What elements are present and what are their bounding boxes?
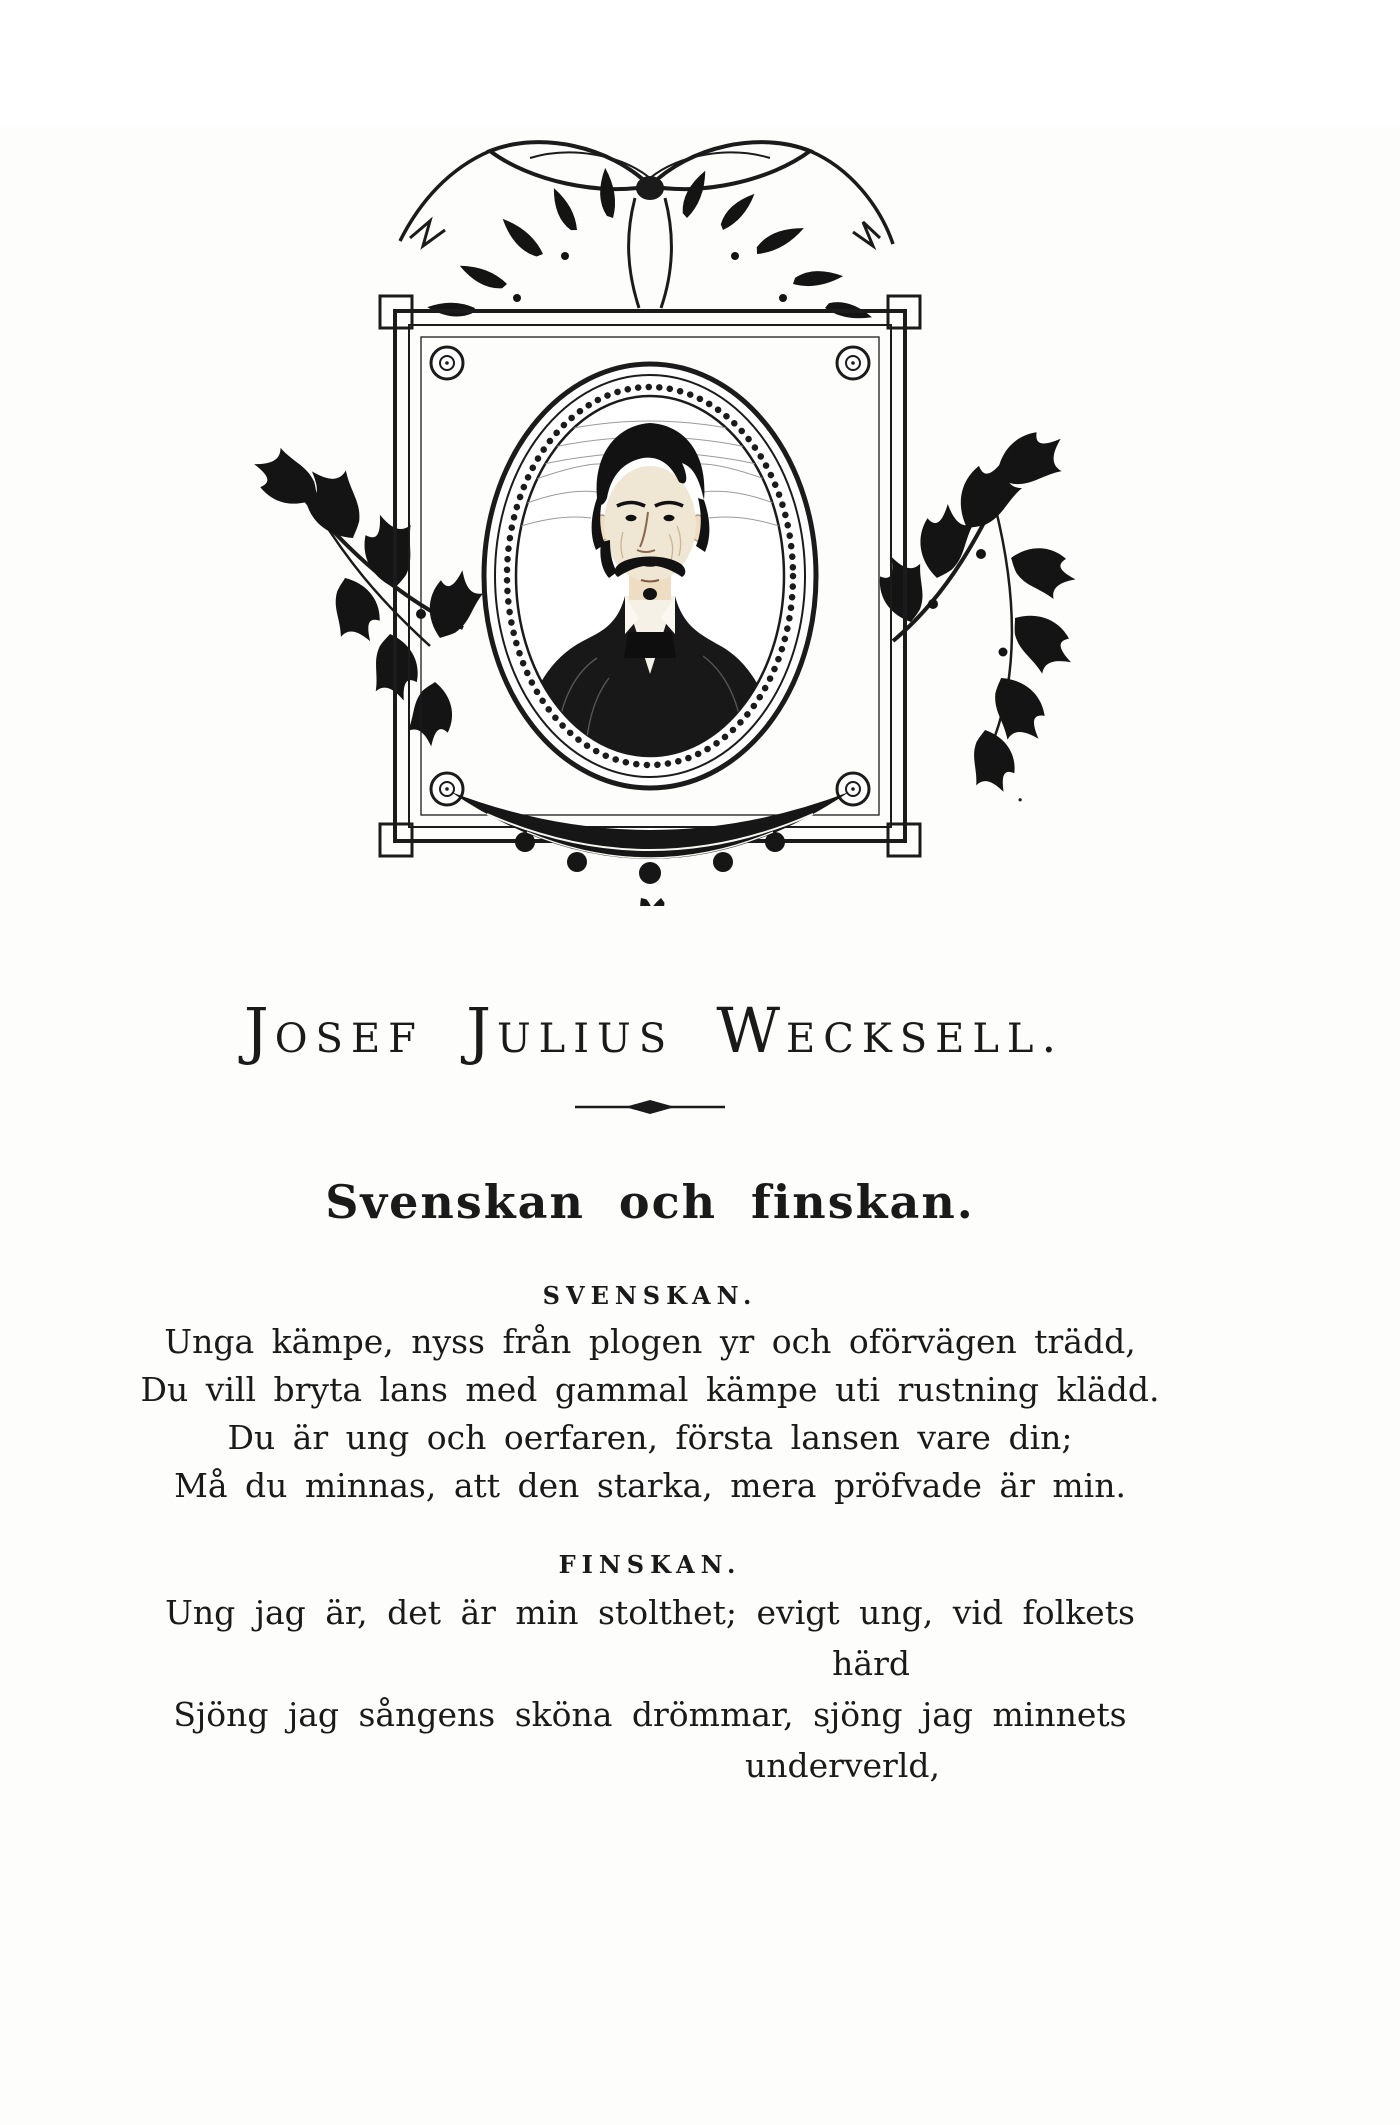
ornamental-divider	[120, 1097, 1180, 1117]
author-name	[120, 994, 1180, 1067]
author-name-word: JULIUS	[466, 994, 675, 1067]
section-heading-finskan: FINSKAN.	[558, 1550, 742, 1579]
verse-line-hanging: underverld,	[744, 1746, 940, 1785]
stray-scan-mark: .	[1016, 778, 1025, 808]
verse-line: Må du minnas, att den starka, mera pröfvade är min.	[174, 1466, 1126, 1505]
garland-swag	[451, 792, 849, 906]
poem-title: Svenskan och finskan.	[325, 1175, 975, 1229]
verse-block-finskan	[120, 1587, 1180, 1791]
author-name-word: WECKSELL.	[716, 994, 1057, 1067]
divider-rule-icon	[575, 1097, 725, 1117]
verse-line: Sjöng jag sångens sköna drömmar, sjöng jag minnets	[173, 1695, 1127, 1734]
verse-block-svenskan	[120, 1318, 1180, 1510]
verse-line: Du vill bryta lans med gammal kämpe uti rustning klädd.	[140, 1370, 1160, 1409]
verse-line-hanging: härd	[832, 1644, 910, 1683]
page-content	[120, 126, 1180, 1791]
verse-line: Du är ung och oerfaren, första lansen vare din;	[227, 1418, 1073, 1457]
verse-line: Unga kämpe, nyss från plogen yr och oförvägen trädd,	[164, 1322, 1136, 1361]
portrait-engraving-image	[225, 126, 1075, 906]
verse-line: Ung jag är, det är min stolthet; evigt ung, vid folkets	[165, 1593, 1135, 1632]
scanned-book-page	[0, 126, 1400, 2125]
oak-branch-left	[244, 440, 488, 748]
author-name-word: JOSEF	[243, 994, 424, 1067]
section-heading-svenskan: SVENSKAN.	[542, 1281, 758, 1310]
